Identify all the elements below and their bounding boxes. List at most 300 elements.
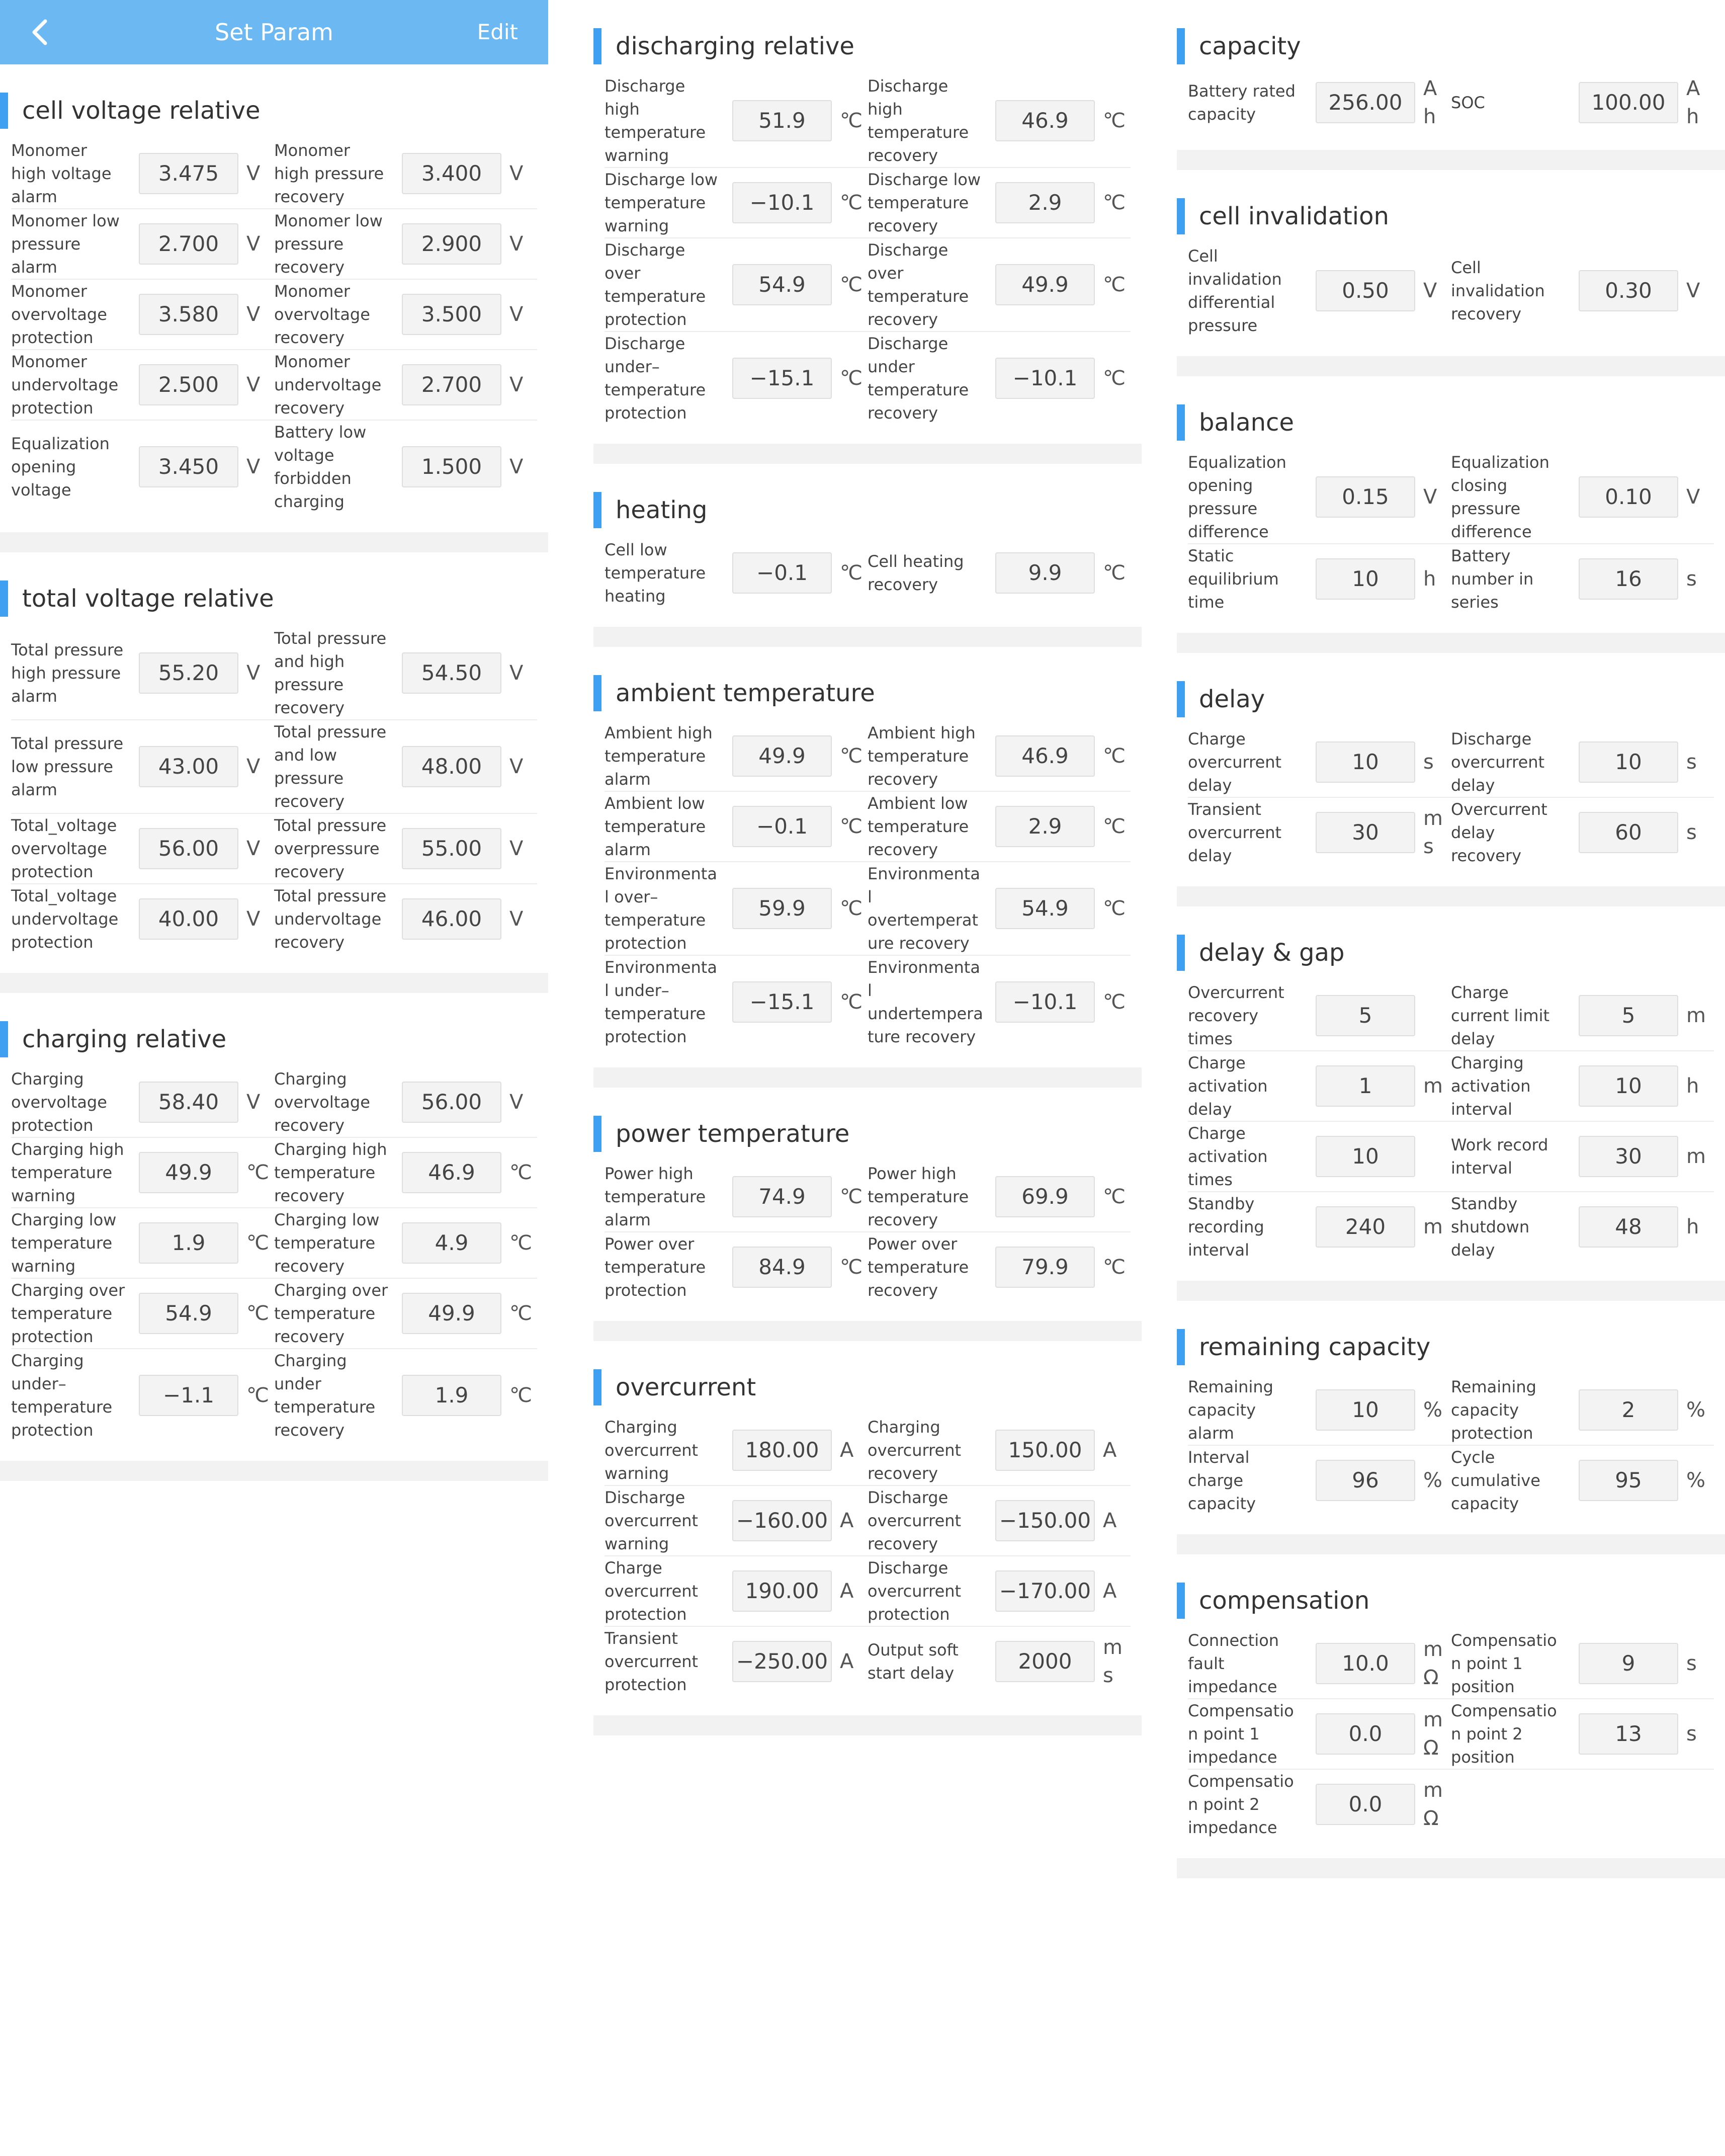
param-power-high-temperature-recovery	[868, 1162, 1131, 1231]
param-unit: Ah	[1423, 77, 1437, 128]
param-remaining-capacity-alarm	[1188, 1375, 1451, 1445]
section-accent-bar	[593, 1116, 601, 1152]
param-unit: m	[1686, 1004, 1706, 1027]
param-row	[11, 1349, 537, 1442]
param-equalization-opening-voltage	[11, 432, 274, 502]
param-unit: %	[1423, 1398, 1443, 1422]
section-title: total voltage relative	[22, 585, 274, 613]
param-label: Charging over temperature protection	[11, 1281, 125, 1346]
param-value-input[interactable]: 0.15	[1316, 476, 1415, 518]
param-value-input[interactable]: 1.500	[402, 446, 501, 487]
param-compensation-point-1-position	[1451, 1629, 1714, 1698]
param-row	[605, 1232, 1131, 1302]
section-header	[0, 1021, 548, 1057]
param-label: Discharge overcurrent protection	[868, 1558, 962, 1624]
param-total-pressure-and-low-pressure-recovery	[274, 720, 537, 813]
param-unit: V	[509, 907, 524, 931]
param-value-input[interactable]: 1.9	[402, 1375, 501, 1416]
param-value-input[interactable]: 69.9	[995, 1176, 1095, 1217]
section-accent-bar	[1177, 198, 1185, 234]
param-value-input[interactable]: −0.1	[732, 552, 832, 594]
param-unit: ℃	[1103, 815, 1126, 838]
column-1-sections	[0, 93, 548, 1481]
param-unit: ℃	[509, 1384, 532, 1407]
param-power-over-temperature-recovery	[868, 1232, 1131, 1302]
param-value-input[interactable]: 79.9	[995, 1247, 1095, 1288]
param-label: Environmental overtemperature recovery	[868, 864, 980, 953]
param-value-input[interactable]: −15.1	[732, 358, 832, 399]
param-value-input[interactable]: 3.450	[139, 446, 238, 487]
param-label: Total pressure high pressure alarm	[11, 640, 124, 706]
param-value-input[interactable]: 2	[1579, 1389, 1678, 1431]
section-discharging-relative	[593, 28, 1142, 464]
param-value-input[interactable]: −1.1	[139, 1375, 238, 1416]
section-title: remaining capacity	[1199, 1333, 1431, 1361]
param-row	[11, 1138, 537, 1208]
param-value-input[interactable]: −10.1	[995, 358, 1095, 399]
param-unit: s	[1686, 1722, 1697, 1746]
param-row	[11, 1208, 537, 1279]
param-value-input[interactable]: −15.1	[732, 981, 832, 1023]
param-value-input[interactable]: 51.9	[732, 100, 832, 141]
param-unit: mΩ	[1423, 1638, 1443, 1689]
param-cell-invalidation-recovery	[1451, 256, 1714, 325]
param-value-input[interactable]: 43.00	[139, 746, 238, 787]
param-unit: h	[1686, 1074, 1699, 1098]
param-label: Compensation point 1 impedance	[1188, 1701, 1294, 1767]
param-charging-low-temperature-warning	[11, 1208, 274, 1278]
param-label: Transient overcurrent protection	[605, 1629, 699, 1694]
param-value-input[interactable]: −0.1	[732, 806, 832, 847]
section-accent-bar	[0, 1021, 8, 1057]
param-value-input[interactable]: 0.50	[1316, 270, 1415, 311]
param-label: Total pressure overpressure recovery	[274, 816, 387, 881]
param-value-input[interactable]: 49.9	[139, 1152, 238, 1193]
param-value-input[interactable]: 56.00	[402, 1082, 501, 1123]
param-battery-low-voltage-forbidden-charging	[274, 421, 537, 513]
param-unit: ℃	[840, 367, 862, 390]
param-value-input[interactable]: 48	[1579, 1206, 1678, 1248]
param-value-input[interactable]: 10	[1579, 741, 1678, 783]
param-value-input[interactable]: 2.900	[402, 223, 501, 265]
param-unit: V	[246, 162, 261, 185]
param-monomer-overvoltage-recovery	[274, 280, 537, 349]
param-row	[605, 1162, 1131, 1232]
param-value-input[interactable]: 49.9	[732, 735, 832, 777]
param-equalization-closing-pressure-difference	[1451, 451, 1714, 543]
param-unit: ℃	[840, 273, 862, 296]
param-charge-overcurrent-protection	[605, 1556, 868, 1626]
param-row	[11, 627, 537, 720]
edit-button[interactable]: Edit	[477, 20, 518, 44]
param-unit: V	[1423, 485, 1437, 509]
section-cell-invalidation	[1177, 198, 1725, 376]
param-value-input[interactable]: 1	[1316, 1065, 1415, 1107]
param-unit: mΩ	[1423, 1708, 1443, 1760]
param-unit: V	[246, 455, 261, 478]
param-monomer-overvoltage-protection	[11, 280, 274, 349]
param-environmental-under-temperature-protection	[605, 956, 868, 1048]
param-value-input[interactable]: 2.700	[402, 364, 501, 405]
param-label: Total_voltage undervoltage protection	[11, 886, 119, 952]
param-value-input[interactable]: 95	[1579, 1460, 1678, 1501]
param-value-input[interactable]: 4.9	[402, 1222, 501, 1264]
param-value-input[interactable]: 1.9	[139, 1222, 238, 1264]
param-row	[11, 720, 537, 814]
param-value-input[interactable]: 0.30	[1579, 270, 1678, 311]
param-overcurrent-recovery-times	[1188, 981, 1451, 1050]
section-header	[593, 1369, 1142, 1405]
param-row	[11, 139, 537, 209]
param-charging-over-temperature-recovery	[274, 1279, 537, 1348]
param-row	[605, 74, 1131, 168]
param-value-input[interactable]: 16	[1579, 558, 1678, 600]
param-value-input[interactable]: 46.00	[402, 898, 501, 940]
param-label: Monomer high voltage alarm	[11, 141, 112, 206]
param-unit: A	[1103, 1580, 1117, 1603]
param-monomer-high-voltage-alarm	[11, 139, 274, 208]
param-value-input[interactable]: 10.0	[1316, 1643, 1415, 1684]
param-unit: ℃	[1103, 561, 1126, 585]
param-row	[605, 238, 1131, 332]
section-accent-bar	[1177, 681, 1185, 717]
param-value-input[interactable]: 56.00	[139, 828, 238, 869]
param-value-input[interactable]: 49.9	[995, 264, 1095, 305]
param-value-input[interactable]: −10.1	[732, 182, 832, 223]
param-row	[605, 538, 1131, 608]
param-value-input[interactable]: 256.00	[1316, 82, 1415, 123]
param-unit: A	[1103, 1509, 1117, 1532]
section-title: cell invalidation	[1199, 202, 1389, 230]
section-overcurrent	[593, 1369, 1142, 1735]
section-cell-voltage-relative	[0, 93, 548, 552]
param-ambient-high-temperature-alarm	[605, 721, 868, 791]
param-label: Charging overvoltage recovery	[274, 1069, 370, 1135]
param-label: Charge overcurrent protection	[605, 1558, 699, 1624]
param-discharge-high-temperature-recovery	[868, 74, 1131, 167]
param-value-input[interactable]: 55.20	[139, 652, 238, 694]
section-header	[1177, 935, 1725, 971]
param-value-input[interactable]: 60	[1579, 812, 1678, 853]
param-value-input[interactable]: 46.9	[402, 1152, 501, 1193]
param-label: Cell heating recovery	[868, 552, 964, 594]
param-value-input[interactable]: 2000	[995, 1641, 1095, 1682]
section-title: ambient temperature	[616, 679, 875, 707]
param-value-input[interactable]: 58.40	[139, 1082, 238, 1123]
param-charge-activation-delay	[1188, 1051, 1451, 1121]
param-value-input[interactable]: 46.9	[995, 735, 1095, 777]
param-charging-overcurrent-warning	[605, 1416, 868, 1485]
param-monomer-high-pressure-recovery	[274, 139, 537, 208]
param-unit: ℃	[1103, 1185, 1126, 1208]
param-value-input[interactable]: 13	[1579, 1713, 1678, 1755]
param-unit: V	[509, 837, 524, 860]
section-accent-bar	[593, 492, 601, 528]
section-accent-bar	[593, 1369, 601, 1405]
param-value-input[interactable]: 55.00	[402, 828, 501, 869]
param-label: Ambient high temperature alarm	[605, 723, 713, 789]
param-value-input[interactable]: 46.9	[995, 100, 1095, 141]
param-value-input[interactable]: 0.0	[1316, 1784, 1415, 1825]
param-value-input[interactable]: 30	[1579, 1136, 1678, 1177]
param-value-input[interactable]: 84.9	[732, 1247, 832, 1288]
param-power-high-temperature-alarm	[605, 1162, 868, 1231]
param-unit: V	[246, 373, 261, 396]
param-unit: V	[246, 661, 261, 685]
section-header	[593, 492, 1142, 528]
param-value-input[interactable]: 9.9	[995, 552, 1095, 594]
param-label: Monomer low pressure recovery	[274, 211, 383, 277]
param-value-input[interactable]: 150.00	[995, 1430, 1095, 1471]
param-unit: V	[246, 303, 261, 326]
param-value-input[interactable]: 10	[1316, 558, 1415, 600]
param-connection-fault-impedance	[1188, 1629, 1451, 1698]
param-label: Charge activation delay	[1188, 1053, 1268, 1119]
param-row	[1188, 74, 1714, 131]
section-title: cell voltage relative	[22, 97, 261, 125]
param-label: Discharge low temperature warning	[605, 170, 718, 235]
param-label: Charging overcurrent warning	[605, 1418, 699, 1483]
param-row	[605, 1486, 1131, 1556]
param-discharge-under-temperature-protection	[605, 332, 868, 425]
param-charging-overcurrent-recovery	[868, 1416, 1131, 1485]
param-row	[605, 1416, 1131, 1486]
param-unit: ℃	[840, 990, 862, 1014]
param-label: Monomer overvoltage recovery	[274, 282, 370, 347]
param-row	[11, 421, 537, 513]
param-row	[11, 884, 537, 954]
param-row	[605, 862, 1131, 956]
param-label: Discharge low temperature recovery	[868, 170, 981, 235]
param-cell-heating-recovery	[868, 550, 1131, 596]
column-3	[1177, 0, 1725, 2156]
param-unit: V	[246, 755, 261, 778]
section-header	[593, 675, 1142, 711]
param-row	[11, 814, 537, 884]
section-header	[593, 1116, 1142, 1152]
param-value-input[interactable]: 3.580	[139, 294, 238, 335]
param-unit: Ah	[1686, 77, 1700, 128]
param-unit: A	[840, 1439, 854, 1462]
param-ambient-high-temperature-recovery	[868, 721, 1131, 791]
param-value-input[interactable]: 54.50	[402, 652, 501, 694]
param-soc	[1451, 74, 1714, 131]
param-compensation-point-1-impedance	[1188, 1699, 1451, 1769]
param-label: Discharge over temperature protection	[605, 240, 706, 329]
param-discharge-overcurrent-recovery	[868, 1486, 1131, 1555]
param-value-input[interactable]: 10	[1316, 741, 1415, 783]
param-discharge-overcurrent-delay	[1451, 727, 1714, 797]
param-value-input[interactable]: −170.00	[995, 1570, 1095, 1612]
param-label: Work record interval	[1451, 1135, 1548, 1178]
param-value-input[interactable]: 3.500	[402, 294, 501, 335]
param-value-input[interactable]: 5	[1579, 995, 1678, 1036]
param-row	[1188, 451, 1714, 544]
param-label: Cell invalidation differential pressure	[1188, 246, 1282, 335]
param-value-input[interactable]: −10.1	[995, 981, 1095, 1023]
section-title: power temperature	[616, 1120, 850, 1148]
param-total-pressure-overpressure-recovery	[274, 814, 537, 883]
param-unit: ℃	[1103, 273, 1126, 296]
param-monomer-undervoltage-protection	[11, 350, 274, 420]
param-row	[1188, 1192, 1714, 1262]
section-header	[1177, 1583, 1725, 1619]
param-value-input[interactable]: 59.9	[732, 888, 832, 929]
param-label: Battery low voltage forbidden charging	[274, 423, 367, 511]
param-row	[605, 721, 1131, 792]
param-label: Charge activation times	[1188, 1124, 1268, 1189]
section-header	[1177, 404, 1725, 441]
param-row	[11, 1279, 537, 1349]
param-row	[11, 1067, 537, 1138]
param-label: Charge overcurrent delay	[1188, 729, 1282, 795]
param-monomer-low-pressure-recovery	[274, 209, 537, 279]
param-battery-rated-capacity	[1188, 74, 1451, 131]
param-value-input[interactable]: 48.00	[402, 746, 501, 787]
param-unit: ℃	[840, 1256, 862, 1279]
section-ambient-temperature	[593, 675, 1142, 1088]
param-label: Overcurrent delay recovery	[1451, 800, 1547, 865]
param-value-input[interactable]: 190.00	[732, 1570, 832, 1612]
param-label: Standby shutdown delay	[1451, 1194, 1530, 1260]
param-label: Total pressure and low pressure recovery	[274, 722, 387, 811]
param-value-input[interactable]: 40.00	[139, 898, 238, 940]
param-unit: s	[1686, 821, 1697, 844]
param-environmental-undertemperature-recovery	[868, 956, 1131, 1048]
param-label: Discharge overcurrent delay	[1451, 729, 1545, 795]
param-label: Monomer overvoltage protection	[11, 282, 107, 347]
param-label: Ambient low temperature recovery	[868, 794, 969, 859]
param-cycle-cumulative-capacity	[1451, 1446, 1714, 1515]
param-unit: ℃	[1103, 1256, 1126, 1279]
param-label: Monomer high pressure recovery	[274, 141, 384, 206]
page-title: Set Param	[215, 19, 333, 46]
param-total-voltage-overvoltage-protection	[11, 814, 274, 883]
param-row	[11, 209, 537, 280]
param-value-input[interactable]: 96	[1316, 1460, 1415, 1501]
param-unit: ℃	[509, 1161, 532, 1184]
param-unit: A	[1103, 1439, 1117, 1462]
param-compensation-point-2-impedance	[1188, 1770, 1451, 1839]
param-charge-overcurrent-delay	[1188, 727, 1451, 797]
param-unit: V	[246, 907, 261, 931]
param-interval-charge-capacity	[1188, 1446, 1451, 1515]
param-unit: s	[1686, 567, 1697, 591]
param-unit: ℃	[840, 815, 862, 838]
param-value-input[interactable]: 3.475	[139, 153, 238, 194]
param-value-input[interactable]: 10	[1316, 1136, 1415, 1177]
param-label: Discharge overcurrent warning	[605, 1488, 699, 1553]
param-unit: %	[1423, 1469, 1443, 1492]
param-label: Total pressure undervoltage recovery	[274, 886, 387, 952]
param-value-input[interactable]: 54.9	[995, 888, 1095, 929]
param-compensation-point-2-position	[1451, 1699, 1714, 1769]
param-row	[1188, 1699, 1714, 1770]
param-value-input[interactable]: 3.400	[402, 153, 501, 194]
param-value-input[interactable]: −250.00	[732, 1641, 832, 1682]
section-power-temperature	[593, 1116, 1142, 1341]
param-discharge-high-temperature-warning	[605, 74, 868, 167]
param-unit: ℃	[246, 1231, 269, 1255]
section-accent-bar	[1177, 404, 1185, 441]
param-discharge-low-temperature-warning	[605, 168, 868, 237]
param-row	[605, 332, 1131, 425]
param-value-input[interactable]: 0.0	[1316, 1713, 1415, 1755]
param-environmental-overtemperature-recovery	[868, 862, 1131, 955]
param-charging-under-temperature-recovery	[274, 1349, 537, 1442]
section-accent-bar	[593, 675, 601, 711]
param-label: Equalization closing pressure difference	[1451, 453, 1549, 541]
section-title: delay	[1199, 685, 1265, 713]
param-value-input[interactable]: 54.9	[732, 264, 832, 305]
param-unit: ℃	[509, 1231, 532, 1255]
param-label: Monomer low pressure alarm	[11, 211, 120, 277]
param-cell-low-temperature-heating	[605, 538, 868, 608]
param-value-input[interactable]: 2.500	[139, 364, 238, 405]
param-label: Discharge high temperature warning	[605, 76, 706, 165]
param-unit: m	[1686, 1145, 1706, 1168]
param-value-input[interactable]: 240	[1316, 1206, 1415, 1248]
param-value-input[interactable]: 2.9	[995, 182, 1095, 223]
param-row	[1188, 1375, 1714, 1446]
param-ambient-low-temperature-recovery	[868, 792, 1131, 861]
param-unit: V	[509, 303, 524, 326]
param-equalization-opening-pressure-difference	[1188, 451, 1451, 543]
section-header	[1177, 681, 1725, 717]
param-value-input[interactable]: 10	[1316, 1389, 1415, 1431]
section-title: balance	[1199, 408, 1294, 437]
param-standby-recording-interval	[1188, 1192, 1451, 1262]
param-row	[1188, 1629, 1714, 1699]
param-value-input[interactable]: 10	[1579, 1065, 1678, 1107]
param-row	[1188, 798, 1714, 867]
param-value-input[interactable]: −160.00	[732, 1500, 832, 1541]
param-value-input[interactable]: 2.700	[139, 223, 238, 265]
param-value-input[interactable]: 49.9	[402, 1293, 501, 1334]
param-value-input[interactable]: 74.9	[732, 1176, 832, 1217]
param-label: Cell invalidation recovery	[1451, 258, 1545, 323]
param-cell-invalidation-differential-pressure	[1188, 244, 1451, 337]
param-total-pressure-and-high-pressure-recovery	[274, 627, 537, 719]
param-value-input[interactable]: 2.9	[995, 806, 1095, 847]
param-value-input[interactable]: 0.10	[1579, 476, 1678, 518]
param-unit: ℃	[840, 191, 862, 214]
param-unit: V	[509, 373, 524, 396]
param-value-input[interactable]: −150.00	[995, 1500, 1095, 1541]
param-total-pressure-undervoltage-recovery	[274, 884, 537, 954]
param-label: Power high temperature alarm	[605, 1164, 706, 1229]
param-unit: V	[509, 1091, 524, 1114]
param-value-input[interactable]: 100.00	[1579, 82, 1678, 123]
param-value-input[interactable]: 9	[1579, 1643, 1678, 1684]
param-label: Charging under temperature recovery	[274, 1351, 376, 1440]
param-label: Power high temperature recovery	[868, 1164, 969, 1229]
param-value-input[interactable]: 180.00	[732, 1430, 832, 1471]
param-label: Environmental over– temperature protection	[605, 864, 717, 953]
param-value-input[interactable]: 54.9	[139, 1293, 238, 1334]
param-unit: A	[840, 1650, 854, 1673]
param-unit: V	[1686, 485, 1700, 509]
section-accent-bar	[0, 93, 8, 129]
section-title: delay & gap	[1199, 939, 1345, 967]
param-label: Power over temperature protection	[605, 1234, 706, 1300]
param-value-input[interactable]: 30	[1316, 812, 1415, 853]
param-label: SOC	[1451, 93, 1485, 112]
param-unit: V	[509, 162, 524, 185]
param-value-input[interactable]: 5	[1316, 995, 1415, 1036]
param-label: Equalization opening pressure difference	[1188, 453, 1286, 541]
param-label: Total_voltage overvoltage protection	[11, 816, 117, 881]
